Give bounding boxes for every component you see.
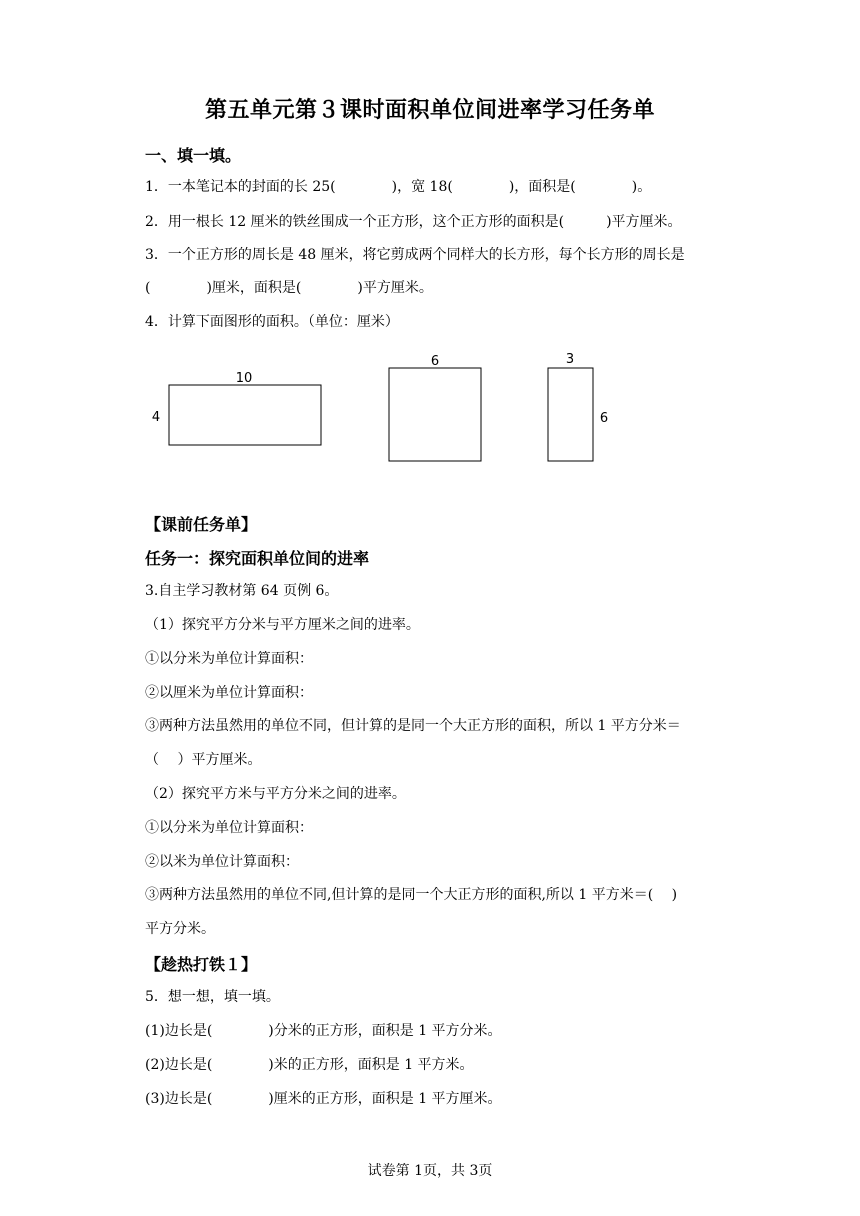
part-2: （2）探究平方米与平方分米之间的进率。 (145, 786, 406, 802)
rectangle-2-width-label: 3 (565, 352, 575, 367)
part-2-step-c-line-2: 平方分米。 (145, 921, 215, 937)
area-figures (140, 345, 620, 475)
rectangle-10-by-4 (169, 385, 321, 445)
question-3-line-2: ( )厘米，面积是( )平方厘米。 (145, 280, 433, 296)
question-3-line-1: 3．一个正方形的周长是 48 厘米，将它剪成两个同样大的长方形，每个长方形的周长是 (145, 247, 685, 263)
page-title: 第五单元第３课时面积单位间进率学习任务单 (204, 98, 655, 123)
page-footer: 试卷第 1页，共 3页 (367, 1163, 493, 1179)
part-2-step-c-line-1: ③两种方法虽然用的单位不同,但计算的是同一个大正方形的面积,所以 1 平方米＝( ) (145, 887, 678, 903)
item-3: 3.自主学习教材第 64 页例 6。 (145, 583, 339, 599)
question-4: 4．计算下面图形的面积。（单位：厘米） (145, 314, 399, 330)
square-6 (389, 368, 481, 461)
part-1-step-a: ①以分米为单位计算面积： (145, 651, 313, 667)
section-heading-fill-in: 一、填一填。 (145, 146, 242, 165)
rectangle-1-height-label: 4 (151, 410, 161, 425)
square-side-label: 6 (430, 354, 440, 369)
part-1-step-c-line-1: ③两种方法虽然用的单位不同，但计算的是同一个大正方形的面积，所以 1 平方分米＝ (145, 718, 681, 734)
task-1-heading: 任务一：探究面积单位间的进率 (145, 549, 370, 568)
part-1: （1）探究平方分米与平方厘米之间的进率。 (145, 617, 420, 633)
part-1-step-c-line-2: （ ）平方厘米。 (145, 752, 262, 768)
practice-heading: 【趁热打铁１】 (145, 955, 258, 974)
rectangle-2-height-label: 6 (599, 411, 609, 426)
rectangle-1-width-label: 10 (235, 371, 253, 386)
question-5-2: (2)边长是( )米的正方形，面积是 1 平方米。 (145, 1057, 474, 1073)
part-2-step-a: ①以分米为单位计算面积： (145, 820, 313, 836)
question-1: 1．一本笔记本的封面的长 25( )，宽 18( )，面积是( )。 (145, 179, 652, 195)
question-5: 5．想一想，填一填。 (145, 989, 280, 1005)
part-2-step-b: ②以米为单位计算面积： (145, 854, 299, 870)
question-2: 2．用一根长 12 厘米的铁丝围成一个正方形，这个正方形的面积是( )平方厘米。 (145, 214, 682, 230)
rectangle-3-by-6 (548, 368, 593, 461)
question-5-1: (1)边长是( )分米的正方形，面积是 1 平方分米。 (145, 1023, 502, 1039)
part-1-step-b: ②以厘米为单位计算面积： (145, 685, 313, 701)
question-5-3: (3)边长是( )厘米的正方形，面积是 1 平方厘米。 (145, 1091, 502, 1107)
pre-class-heading: 【课前任务单】 (145, 515, 258, 534)
